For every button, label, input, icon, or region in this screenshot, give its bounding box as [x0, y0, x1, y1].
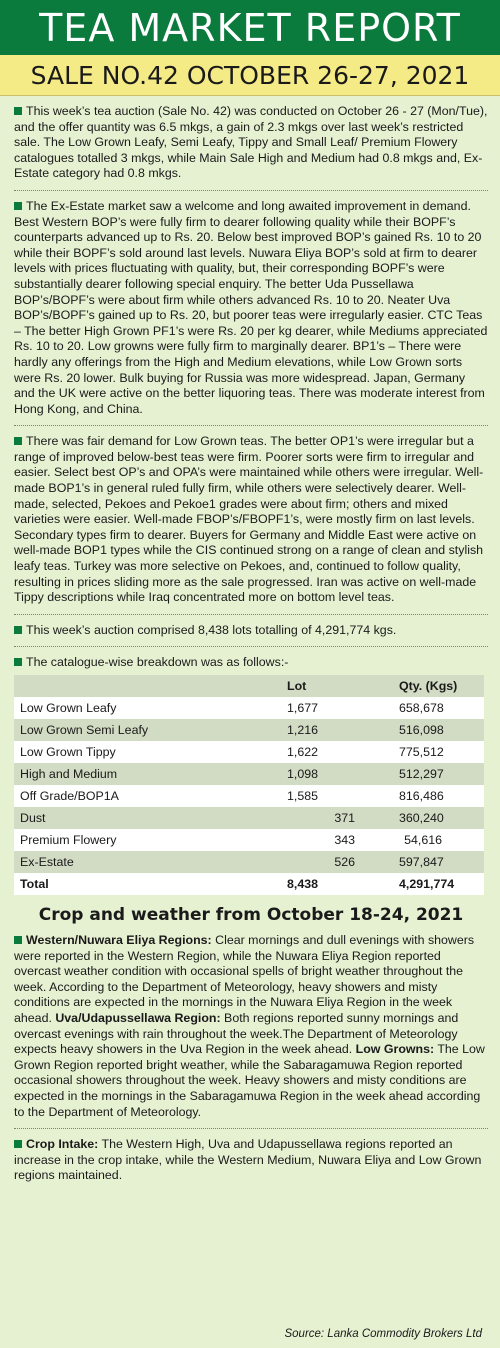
crop-intake-text: The Western High, Uva and Udapussellawa regions reported an increase in the crop intake, while the Western Medium, Nuwara Eliya and Low Grown regions maintained.: [14, 1137, 482, 1183]
table-header-category: [14, 675, 281, 697]
crop-weather-paragraph: [14, 933, 488, 1120]
divider: [14, 1128, 488, 1129]
square-bullet-icon: [14, 107, 22, 115]
row-category: Off Grade/BOP1A: [14, 785, 281, 807]
row-lot: 526: [281, 851, 393, 873]
total-lot: 8,438: [281, 873, 393, 895]
ex-estate-paragraph: [14, 199, 488, 417]
table-row: [14, 807, 484, 829]
square-bullet-icon: [14, 202, 22, 210]
table-row: [14, 763, 484, 785]
crop-weather-heading: Crop and weather from October 18-24, 2021: [38, 905, 464, 925]
lots-summary-text: This week’s auction comprised 8,438 lots totalling of 4,291,774 kgs.: [26, 622, 397, 637]
divider: [14, 425, 488, 426]
row-category: Low Grown Leafy: [14, 697, 281, 719]
divider: [14, 646, 488, 647]
row-lot: 343: [281, 829, 393, 851]
western-region-label: Western/Nuwara Eliya Regions:: [26, 933, 212, 947]
row-qty: 54,616: [393, 829, 484, 851]
row-lot: 1,677: [281, 697, 393, 719]
row-lot: 1,216: [281, 719, 393, 741]
table-row: [14, 697, 484, 719]
table-header-row: [14, 675, 484, 697]
divider: [14, 614, 488, 615]
row-category: Premium Flowery: [14, 829, 281, 851]
table-header-qty: Qty. (Kgs): [393, 675, 484, 697]
low-growns-text: The Low Grown Region reported bright weather, while the Sabaragamuwa Region reported occasional showers throughout the week. Heavy showers and misty conditions are expected in the mornings in the Sabaragamuwa Region in the week ahead according to the Department of Meteorology.: [14, 1042, 485, 1119]
divider: [14, 190, 488, 191]
square-bullet-icon: [14, 437, 22, 445]
sale-banner: [0, 55, 500, 96]
low-grown-paragraph: [14, 434, 488, 606]
row-qty: 658,678: [393, 697, 484, 719]
row-qty: 816,486: [393, 785, 484, 807]
report-header: [0, 0, 500, 55]
total-qty: 4,291,774: [393, 873, 484, 895]
table-row: [14, 741, 484, 763]
table-row: [14, 785, 484, 807]
lots-summary-paragraph: [14, 623, 488, 639]
catalogue-breakdown-table: [14, 675, 484, 895]
row-lot: 371: [281, 807, 393, 829]
crop-intake-paragraph: [14, 1137, 488, 1184]
breakdown-intro-paragraph: [14, 655, 488, 671]
uva-region-label: Uva/Udapussellawa Region:: [55, 1010, 221, 1025]
auction-summary-text: This week’s tea auction (Sale No. 42) was conducted on October 26 - 27 (Mon/Tue), and the offer quantity was 6.5 mkgs, a gain of 2.3 mkgs over last week’s restricted sale. The Low Grown Leafy, Semi Leafy, Tippy and Small Leaf/ Premium Flowery catalogues totalled 3 mkgs, while Main Sale High and Medium had 0.8 mkgs and, Ex-Estate category had 0.8 mkgs.: [14, 104, 488, 181]
row-qty: 512,297: [393, 763, 484, 785]
table-row: [14, 719, 484, 741]
square-bullet-icon: [14, 1140, 22, 1148]
low-growns-label: Low Growns:: [355, 1042, 435, 1057]
sale-subtitle: SALE NO.42 OCTOBER 26-27, 2021: [30, 60, 470, 90]
western-region-text: Clear mornings and dull evenings with showers were reported in the Western Region, while the Nuwara Eliya Region reported overcast weather condition with occasional spells of bright weather throughout the week. According to the Department of Meteorology, heavy showers and misty conditions are expected in the mornings in the Nuwara Eliya Region in the week ahead.: [14, 933, 475, 1025]
ex-estate-text: The Ex-Estate market saw a welcome and long awaited improvement in demand. Best Western BOP’s were fully firm to dearer following quality while their BOPF’s counterparts advanced up to Rs. 20. Below best improved BOP’s gained Rs. 10 to 20 while their BOPF’s sold around last levels. Nuwara Eliya BOP’s sold at firm to dearer levels with prices fluctuating with quality, but, their corresponding BOPF’s were substantially dearer following special enquiry. The better Uda Pussellawa BOP’s/BOPF’s were about firm while others advanced Rs. 10 to 20. Neater Uva BOP’s/BOPF’s gained up to Rs. 20, but poorer teas were irregularly easier. CTC Teas – The better High Grown PF1’s were Rs. 20 per kg dearer, while Mediums appreciated Rs. 10 to 20. Low growns were fully firm to marginally dearer. BP1’s – There were hardly any offerings from the High and Medium elevations, while Low Grown sorts were Rs. 20 lower. Bulk buying for Russia was more widespread. Japan, Germany and the UK were active on the better liquoring teas. There was moderate interest from Hong Kong, and China.: [14, 198, 488, 416]
table-row: [14, 851, 484, 873]
total-label: Total: [14, 873, 281, 895]
uva-region-text: Both regions reported sunny mornings and overcast evenings with rain throughout the week.The Department of Meteorology expects heavy showers in the Uva Region in the week ahead.: [14, 1010, 459, 1057]
report-title: TEA MARKET REPORT: [39, 5, 461, 50]
source-credit: Source: Lanka Commodity Brokers Ltd: [284, 1328, 482, 1340]
row-category: Low Grown Semi Leafy: [14, 719, 281, 741]
row-qty: 597,847: [393, 851, 484, 873]
table-row: [14, 829, 484, 851]
row-qty: 775,512: [393, 741, 484, 763]
low-grown-text: There was fair demand for Low Grown teas. The better OP1’s were irregular but a range of improved below-best teas were firm. Poorer sorts were firm to irregular and easier. Select best OP’s and OPA’s were maintained while others were irregular. Well-made BOP1’s in general ruled fully firm, while others were selectively dearer. Well-made, selected, Pekoes and Pekoe1 grades were about firm; others and mixed varieties were easier. Well-made FBOP’s/FBOPF1’s, were mostly firm on last levels. Secondary types firm to dearer. Buyers for Germany and Middle East were active on well-made BOP1 types while the CIS continued strong on a range of clean and stylish leafy teas. Turkey was more selective on Pekoes, and, continued to follow quality, resulting in prices sliding more as the sale progressed. Iran was active on well-made Tippy descriptions while Iraq concentrated more on bottom level teas.: [14, 434, 484, 605]
row-category: High and Medium: [14, 763, 281, 785]
row-qty: 360,240: [393, 807, 484, 829]
row-category: Dust: [14, 807, 281, 829]
row-lot: 1,585: [281, 785, 393, 807]
square-bullet-icon: [14, 936, 22, 944]
auction-summary-paragraph: [14, 104, 488, 182]
row-qty: 516,098: [393, 719, 484, 741]
crop-intake-label: Crop Intake:: [26, 1137, 99, 1152]
table-total-row: [14, 873, 484, 895]
row-category: Ex-Estate: [14, 851, 281, 873]
breakdown-intro-text: The catalogue-wise breakdown was as follows:-: [26, 655, 289, 670]
table-header-lot: Lot: [281, 675, 393, 697]
square-bullet-icon: [14, 626, 22, 634]
row-category: Low Grown Tippy: [14, 741, 281, 763]
row-lot: 1,622: [281, 741, 393, 763]
report-body: [0, 96, 500, 1184]
square-bullet-icon: [14, 658, 22, 666]
row-lot: 1,098: [281, 763, 393, 785]
